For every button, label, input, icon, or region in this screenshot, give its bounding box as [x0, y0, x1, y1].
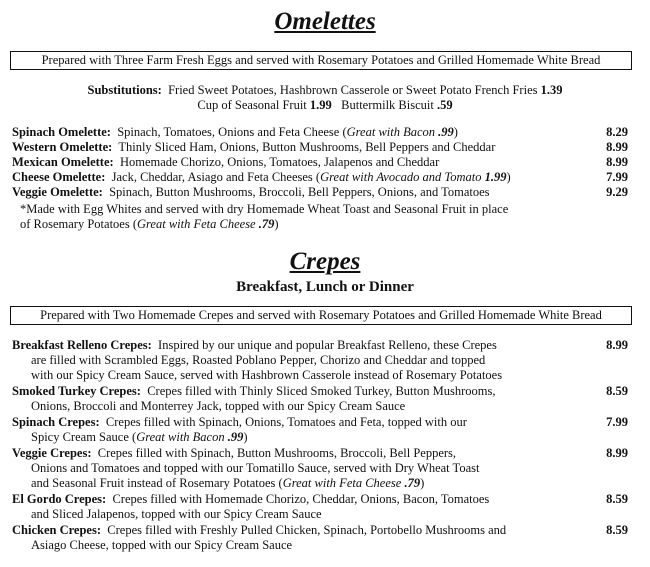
omelettes-title: Omelettes: [274, 8, 376, 35]
item-line-1: Crepes filled with Spinach, Onions, Tomatoes and Feta, topped with our: [105, 415, 467, 429]
item-desc: Spinach, Tomatoes, Onions and Feta Cheese (: [117, 125, 347, 139]
item-price: 8.99: [606, 338, 628, 352]
item-desc: Spinach, Button Mushrooms, Broccoli, Bell Peppers, Onions, and Tomatoes: [109, 185, 490, 199]
item-name: Chicken Crepes:: [12, 523, 102, 537]
item-name: Cheese Omelette:: [12, 170, 106, 184]
menu-item-western-omelette: [12, 140, 632, 155]
item-desc-end: ): [453, 125, 458, 139]
substitutions-text: Fried Sweet Potatoes, Hashbrown Casserole or Sweet Potato French Fries: [168, 83, 538, 97]
crepes-subtitle: Breakfast, Lunch or Dinner: [236, 279, 414, 295]
item-name: Veggie Crepes:: [12, 446, 92, 460]
footnote-note-price: .79: [258, 217, 275, 231]
item-line-1: Crepes filled with Thinly Sliced Smoked Turkey, Button Mushrooms,: [147, 384, 496, 398]
item-name: Spinach Omelette:: [12, 125, 111, 139]
item-line-2: Asiago Cheese, topped with our Spicy Cream Sauce: [31, 538, 293, 552]
substitutions-line-1: [0, 83, 650, 98]
item-note: Great with Avocado and Tomato: [320, 170, 482, 184]
item-line-3-end: ): [420, 476, 425, 490]
item-name: Mexican Omelette:: [12, 155, 114, 169]
item-price: 7.99: [606, 415, 628, 429]
menu-item-spinach-omelette: [12, 125, 632, 140]
biscuit-text: Buttermilk Biscuit: [341, 98, 434, 112]
fruit-cup-text: Cup of Seasonal Fruit: [197, 98, 307, 112]
item-line-2-text: Spicy Cream Sauce (: [31, 430, 137, 444]
egg-white-footnote-line-2: [20, 217, 600, 232]
item-name: El Gordo Crepes:: [12, 492, 107, 506]
item-note-price: .99: [227, 430, 244, 444]
footnote-text: of Rosemary Potatoes (: [20, 217, 137, 231]
item-name: Veggie Omelette:: [12, 185, 103, 199]
biscuit-price: .59: [436, 98, 453, 112]
item-name: Spinach Crepes:: [12, 415, 100, 429]
item-note-price: .99: [438, 125, 454, 139]
item-price: 9.29: [606, 185, 628, 199]
item-name: Breakfast Relleno Crepes:: [12, 338, 152, 352]
item-line-3: with our Spicy Cream Sauce, served with Hashbrown Casserole instead of Rosemary Potatoes: [31, 368, 503, 382]
egg-white-footnote-line-1: *Made with Egg Whites and served with dry Homemade Wheat Toast and Seasonal Fruit in place: [20, 202, 509, 216]
crepes-title: Crepes: [289, 248, 361, 275]
menu-item-veggie-crepes: [12, 446, 632, 491]
item-price: 8.59: [606, 492, 628, 506]
item-line-2: Onions, Broccoli and Monterrey Jack, topped with our Spicy Cream Sauce: [31, 399, 406, 413]
footnote-end: ): [274, 217, 279, 231]
item-note-price: 1.99: [484, 170, 507, 184]
item-desc-end: ): [506, 170, 511, 184]
item-name: Smoked Turkey Crepes:: [12, 384, 141, 398]
item-line-3-text: and Seasonal Fruit instead of Rosemary Potatoes (: [31, 476, 283, 490]
item-price: 8.99: [606, 446, 628, 460]
menu-item-el-gordo-crepes: [12, 492, 632, 522]
item-price: 7.99: [606, 170, 628, 184]
item-note: Great with Bacon: [136, 430, 225, 444]
item-line-1: Crepes filled with Spinach, Button Mushrooms, Broccoli, Bell Peppers,: [97, 446, 457, 460]
crepes-intro: Prepared with Two Homemade Crepes and served with Rosemary Potatoes and Grilled Homemade White Bread: [10, 306, 632, 325]
item-line-1: Crepes filled with Homemade Chorizo, Cheddar, Onions, Bacon, Tomatoes: [112, 492, 490, 506]
menu-item-chicken-crepes: [12, 523, 632, 553]
item-line-2: are filled with Scrambled Eggs, Roasted Poblano Pepper, Chorizo and Cheddar and topped: [31, 353, 486, 367]
item-line-3: [12, 476, 587, 491]
item-line-2-end: ): [243, 430, 248, 444]
omelettes-intro: Prepared with Three Farm Fresh Eggs and served with Rosemary Potatoes and Grilled Homemade White Bread: [10, 51, 632, 70]
menu-item-smoked-turkey-crepes: [12, 384, 632, 414]
substitutions-label: Substitutions:: [87, 83, 162, 97]
item-line-2: Onions and Tomatoes and topped with our Tomatillo Sauce, served with Dry Wheat Toast: [31, 461, 480, 475]
item-note: Great with Bacon: [346, 125, 436, 139]
item-note-price: .79: [404, 476, 421, 490]
item-line-2: and Sliced Jalapenos, topped with our Spicy Cream Sauce: [31, 507, 322, 521]
substitutions-price: 1.39: [540, 83, 563, 97]
fruit-cup-price: 1.99: [309, 98, 332, 112]
item-price: 8.59: [606, 523, 628, 537]
footnote-note: Great with Feta Cheese: [137, 217, 256, 231]
item-price: 8.59: [606, 384, 628, 398]
item-price: 8.99: [606, 140, 628, 154]
menu-item-breakfast-relleno-crepes: [12, 338, 632, 383]
menu-item-mexican-omelette: [12, 155, 632, 170]
item-note: Great with Feta Cheese: [282, 476, 402, 490]
item-line-1: Crepes filled with Freshly Pulled Chicken, Spinach, Portobello Mushrooms and: [107, 523, 507, 537]
item-desc: Homemade Chorizo, Onions, Tomatoes, Jalapenos and Cheddar: [119, 155, 440, 169]
menu-item-spinach-crepes: [12, 415, 632, 445]
item-line-1: Inspired by our unique and popular Breakfast Relleno, these Crepes: [158, 338, 497, 352]
substitutions-line-2: [0, 98, 650, 113]
item-price: 8.29: [606, 125, 628, 139]
item-name: Western Omelette:: [12, 140, 113, 154]
item-price: 8.99: [606, 155, 628, 169]
menu-item-veggie-omelette: [12, 185, 632, 200]
menu-item-cheese-omelette: [12, 170, 632, 185]
item-desc: Thinly Sliced Ham, Onions, Button Mushrooms, Bell Peppers and Cheddar: [118, 140, 496, 154]
item-desc: Jack, Cheddar, Asiago and Feta Cheeses (: [111, 170, 321, 184]
item-line-2: [12, 430, 587, 445]
